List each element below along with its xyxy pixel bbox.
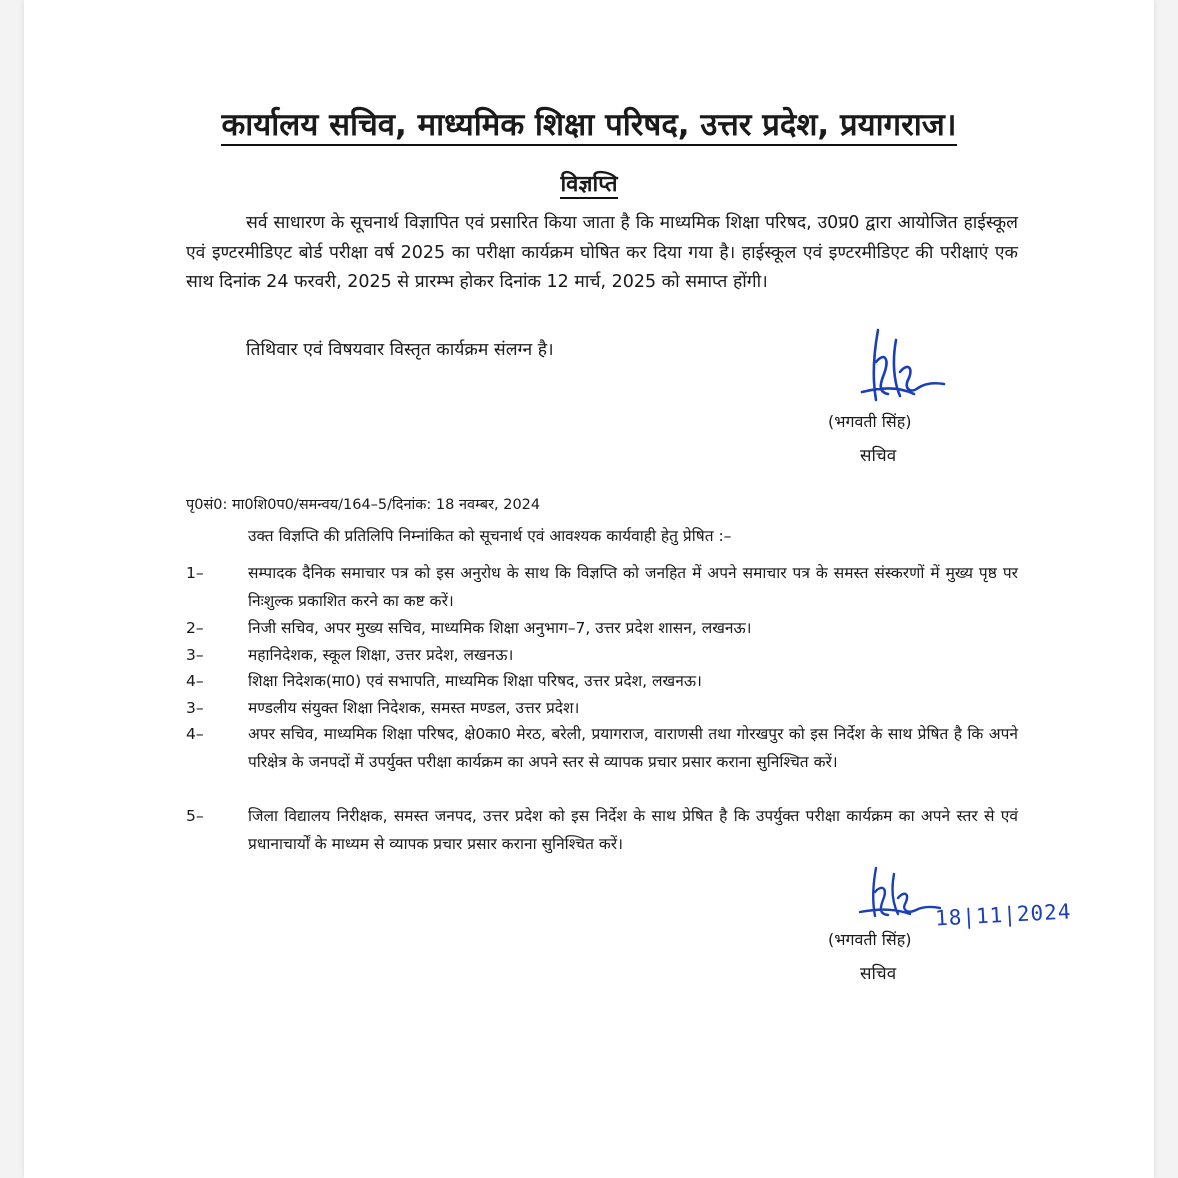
copy-list-number: 3– <box>186 646 204 664</box>
signature-top-image <box>848 322 958 417</box>
copy-list-number: 3– <box>186 699 204 717</box>
copy-list-item <box>186 667 1018 695</box>
notice-subject <box>0 168 1178 198</box>
notice-paragraph-2: तिथिवार एवं विषयवार विस्तृत कार्यक्रम संलग्न है। <box>246 340 554 360</box>
handwritten-date: 18|11|2024 <box>934 899 1072 931</box>
signature-bottom-designation: सचिव <box>860 964 897 984</box>
copy-list-text: शिक्षा निदेशक(मा0) एवं सभापति, माध्यमिक शिक्षा परिषद, उत्तर प्रदेश, लखनऊ। <box>248 672 702 690</box>
copy-list-number: 1– <box>186 564 204 582</box>
copy-list-number: 5– <box>186 807 204 825</box>
office-header-text: कार्यालय सचिव, माध्यमिक शिक्षा परिषद, उत्तर प्रदेश, प्रयागराज। <box>221 107 956 146</box>
copy-list-number: 4– <box>186 672 204 690</box>
signature-bottom-name: (भगवती सिंह) <box>828 930 912 949</box>
copy-list-item <box>186 641 1018 669</box>
copy-list-number: 2– <box>186 619 204 637</box>
office-header <box>0 103 1178 147</box>
copy-list-text: अपर सचिव, माध्यमिक शिक्षा परिषद, क्षे0का0 मेरठ, बरेली, प्रयागराज, वाराणसी तथा गोरखपुर को इस निर्देश के साथ प्रेषित है कि अपने परिक्षेत्र के जनपदों में उपर्युक्त परीक्षा कार्यक्रम का अपने स्तर से व्यापक प्रचार प्रसार कराना सुनिश्चित करें। <box>248 725 1018 771</box>
copy-list-text: निजी सचिव, अपर मुख्य सचिव, माध्यमिक शिक्षा अनुभाग–7, उत्तर प्रदेश शासन, लखनऊ। <box>248 619 752 637</box>
copy-list-item <box>186 559 1018 615</box>
notice-subject-text: विज्ञप्ति <box>560 172 618 197</box>
notice-paragraph-1: सर्व साधारण के सूचनार्थ विज्ञापित एवं प्रसारित किया जाता है कि माध्यमिक शिक्षा परिषद, उ0प्र0 द्वारा आयोजित हाईस्कूल एवं इण्टरमीडिएट बोर्ड परीक्षा वर्ष 2025 का परीक्षा कार्यक्रम घोषित कर दिया गया है। हाईस्कूल एवं इण्टरमीडिएट की परीक्षाएं एक साथ दिनांक 24 फरवरी, 2025 से प्रारम्भ होकर दिनांक 12 मार्च, 2025 को समाप्त होंगी। <box>186 213 1018 292</box>
signature-top-designation: सचिव <box>860 446 897 466</box>
copy-list-text: महानिदेशक, स्कूल शिक्षा, उत्तर प्रदेश, लखनऊ। <box>248 646 514 664</box>
copy-list-text: जिला विद्यालय निरीक्षक, समस्त जनपद, उत्तर प्रदेश को इस निर्देश के साथ प्रेषित है कि उपर्युक्त परीक्षा कार्यक्रम का अपने स्तर से एवं प्रधानाचार्यों के माध्यम से व्यापक प्रचार प्रसार कराना सुनिश्चित करें। <box>248 807 1018 853</box>
signature-top-name: (भगवती सिंह) <box>828 412 912 431</box>
copy-list-item <box>186 614 1018 642</box>
copy-list-item <box>186 720 1018 776</box>
copy-list-number: 4– <box>186 725 204 743</box>
copy-list-text: सम्पादक दैनिक समाचार पत्र को इस अनुरोध के साथ कि विज्ञप्ति को जनहित में अपने समाचार पत्र के समस्त संस्करणों में मुख्य पृष्ठ पर निःशुल्क प्रकाशित करने का कष्ट करें। <box>248 564 1018 610</box>
copy-intro: उक्त विज्ञप्ति की प्रतिलिपि निम्नांकित को सूचनार्थ एवं आवश्यक कार्यवाही हेतु प्रेषित :– <box>248 527 732 545</box>
copy-list-item <box>186 694 1018 722</box>
copy-list-text: मण्डलीय संयुक्त शिक्षा निदेशक, समस्त मण्डल, उत्तर प्रदेश। <box>248 699 580 717</box>
reference-line: पृ0सं0: मा0शि0प0/समन्वय/164–5/दिनांक: 18 नवम्बर, 2024 <box>186 497 541 513</box>
signature-bottom-image <box>848 862 948 932</box>
copy-list-item <box>186 802 1018 858</box>
